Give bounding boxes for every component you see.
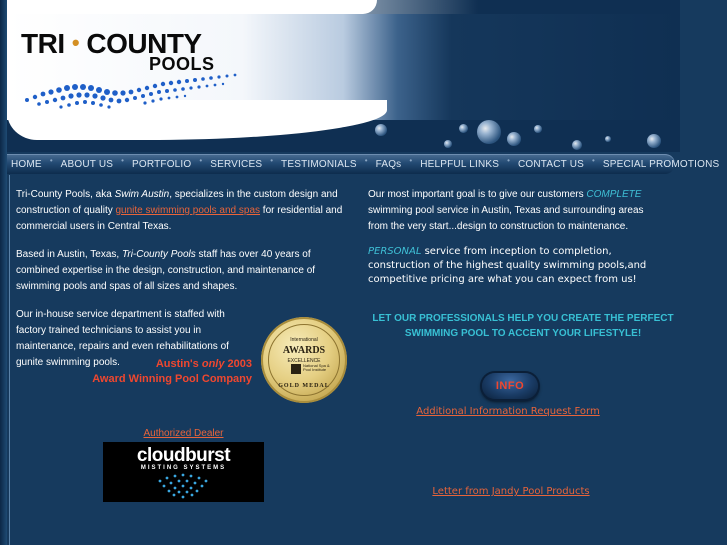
- nav-separator-icon: •: [49, 155, 53, 165]
- logo-pools: POOLS: [149, 54, 215, 74]
- info-button-label: INFO: [495, 380, 525, 392]
- water-bubble-icon: [572, 140, 582, 150]
- nav-contact-us[interactable]: CONTACT US: [517, 158, 585, 170]
- complete-text: COMPLETE: [586, 189, 642, 200]
- nav-separator-icon: •: [409, 155, 413, 165]
- cta-text: LET OUR PROFESSIONALS HELP YOU CREATE THE PERFECT SWIMMING POOL TO ACCENT YOUR LIFESTYLE!: [372, 313, 674, 339]
- medal-excellence-text: EXCELLENCE: [287, 358, 321, 364]
- goal-paragraph: [368, 187, 658, 235]
- medal-org-text: National Spa & Pool Institute: [303, 363, 330, 372]
- mist-spray-icon: [147, 472, 220, 500]
- nspi-emblem-icon: [291, 364, 301, 374]
- water-bubble-icon: [534, 125, 542, 133]
- left-rail-line: [9, 175, 10, 545]
- water-bubble-icon: [459, 124, 468, 133]
- nav-services[interactable]: SERVICES: [210, 158, 263, 170]
- intro-text: , specializes in the custom design and construction of quality: [16, 189, 338, 216]
- water-bubble-icon: [477, 120, 501, 144]
- nav-separator-icon: •: [270, 155, 274, 165]
- logo-dots-icon: [21, 62, 241, 110]
- left-rail: [0, 0, 7, 545]
- nav-separator-icon: •: [507, 155, 510, 165]
- cloudburst-title: cloudburst: [136, 445, 231, 466]
- info-button[interactable]: [482, 373, 538, 399]
- nav-home[interactable]: HOME: [11, 158, 42, 170]
- nav-faqs[interactable]: FAQs: [375, 158, 402, 170]
- water-bubble-icon: [375, 124, 387, 136]
- info-request-form-link[interactable]: Additional Information Request Form: [416, 406, 600, 417]
- nav-about-us[interactable]: ABOUT US: [60, 158, 114, 170]
- jandy-letter-link[interactable]: Letter from Jandy Pool Products: [432, 486, 590, 497]
- nav-portfolio[interactable]: PORTFOLIO: [131, 158, 192, 170]
- nav-separator-icon: •: [592, 155, 595, 165]
- award-line1: Austin's only 2003: [155, 358, 252, 370]
- nav-separator-icon: •: [121, 155, 124, 165]
- nav-testimonials[interactable]: TESTIMONIALS: [281, 158, 357, 170]
- logo-dot-icon: •: [71, 30, 80, 55]
- tri-county-pools-logo[interactable]: [21, 28, 241, 110]
- header-banner: [7, 0, 680, 152]
- gunite-pools-link[interactable]: gunite swimming pools and spas: [115, 205, 261, 216]
- goal-text: swimming pool service in Austin, Texas and surrounding areas from the very start...design to construction to maintenance.: [368, 205, 644, 232]
- authorized-dealer-link[interactable]: Authorized Dealer: [143, 428, 224, 439]
- water-bubble-icon: [647, 134, 661, 148]
- service-paragraph: Our in-house service department is staffed with factory trained technicians to assist you in maintenance, repairs and even rehabilitations of gunite swimming pools.: [16, 309, 229, 368]
- award-line2: Award Winning Pool Company: [92, 373, 252, 385]
- medal-top-text: International: [290, 337, 318, 343]
- swim-austin-text: Swim Austin: [114, 189, 170, 200]
- medal-awards-text: AWARDS: [282, 345, 326, 356]
- intro-text: for residential and commercial users in Central Texas.: [16, 205, 343, 232]
- experience-paragraph: [16, 247, 351, 295]
- experience-text: staff has over 40 years of combined expertise in the design, construction, and maintenance of swimming pools and spas of all sizes and shapes.: [16, 249, 316, 292]
- intro-text: Tri-County Pools, aka: [16, 189, 115, 200]
- personal-paragraph: [368, 245, 658, 287]
- water-bubble-icon: [605, 136, 611, 142]
- water-bubble-icon: [507, 132, 521, 146]
- header-white-notch: [7, 0, 377, 14]
- award-text: [52, 357, 252, 387]
- cloudburst-logo[interactable]: [103, 442, 264, 502]
- nav-helpful-links[interactable]: HELPFUL LINKS: [420, 158, 500, 170]
- nav-separator-icon: •: [199, 155, 203, 165]
- medal-gold-text: GOLD MEDAL: [278, 383, 330, 389]
- logo-tri: TRI: [21, 28, 65, 59]
- main-nav: [7, 154, 720, 174]
- right-column: [368, 187, 658, 287]
- personal-service-text: service from inception to completion, construction of the highest quality swimming pools,and competitive pricing are what you can expect from us!: [368, 246, 647, 285]
- nav-separator-icon: •: [364, 155, 368, 165]
- intro-paragraph: [16, 187, 351, 235]
- nav-special-promotions[interactable]: SPECIAL PROMOTIONS: [602, 158, 720, 170]
- personal-text: PERSONAL: [368, 246, 422, 257]
- water-bubble-icon: [444, 140, 452, 148]
- tri-county-pools-text: Tri-County Pools: [122, 249, 196, 260]
- experience-text: Based in Austin, Texas,: [16, 249, 122, 260]
- logo-county: COUNTY: [86, 28, 202, 59]
- cloudburst-subtitle: MISTING SYSTEMS: [140, 465, 227, 471]
- gold-medal-badge: [261, 317, 347, 403]
- goal-text: Our most important goal is to give our customers: [368, 189, 587, 200]
